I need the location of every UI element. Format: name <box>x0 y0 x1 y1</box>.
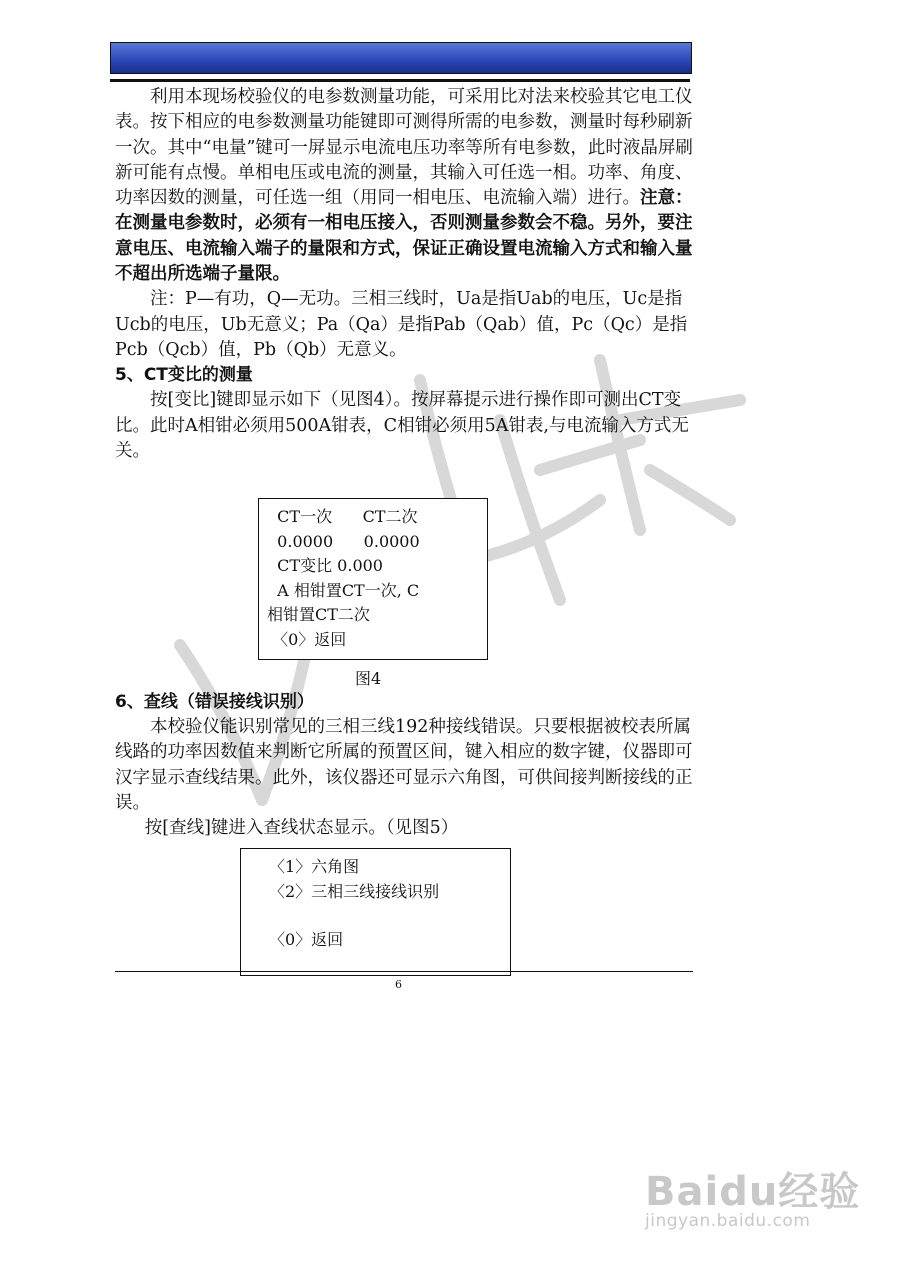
baidu-url: jingyan.baidu.com <box>645 1211 811 1231</box>
baidu-watermark <box>645 1160 860 1231</box>
section-5-heading: 5、CT变比的测量 <box>115 365 253 386</box>
section-6-heading: 6、查线（错误接线识别） <box>115 692 314 712</box>
figure-4-caption: 图4 <box>355 669 382 688</box>
fig4-line: 相钳置CT二次 <box>267 605 370 624</box>
page-number: 6 <box>395 978 402 991</box>
fig5-line: 〈1〉六角图 <box>269 857 360 876</box>
footer-rule <box>115 971 693 972</box>
baidu-logo: Baidu经验 <box>645 1169 861 1215</box>
section-5-paragraph: 按[变比]键即显示如下（见图4）。按屏幕提示进行操作即可测出CT变比。此时A相钳必须用500A钳表，C相钳必须用5A钳表,与电流输入方式无关。 <box>115 390 689 461</box>
section-6 <box>115 690 697 841</box>
document-body <box>115 85 697 464</box>
fig4-line: CT变比 0.000 <box>267 556 383 575</box>
figure-5-screen <box>240 848 511 976</box>
figure-4-screen <box>258 498 488 660</box>
fig5-line: 〈2〉三相三线接线识别 <box>269 881 440 901</box>
warning-text: 注意：在测量电参数时，必须有一相电压接入，否则测量参数会不稳。另外，要注意电压、电流输入端子的量限和方式，保证正确设置电流输入方式和输入量不超出所选端子量限。 <box>115 188 693 285</box>
fig4-line: 〈0〉返回 <box>267 629 347 649</box>
fig4-line: 0.0000 0.0000 <box>267 531 420 551</box>
fig5-line: 〈0〉返回 <box>269 930 344 949</box>
fig4-line: CT一次 CT二次 <box>267 507 418 526</box>
fig4-line: A 相钳置CT一次, C <box>267 580 420 600</box>
section-6-instruction: 按[查线]键进入查线状态显示。（见图5） <box>144 818 459 839</box>
note-paragraph: 注：P—有功，Q—无功。三相三线时，Ua是指Uab的电压，Uc是指Ucb的电压，Ub无意义；Pa（Qa）是指Pab（Qab）值，Pc（Qc）是指Pcb（Qcb）值，Pb（Qb）无意义。 <box>115 289 688 360</box>
intro-paragraph: 利用本现场校验仪的电参数测量功能，可采用比对法来校验其它电工仪表。按下相应的电参数测量功能键即可测得所需的电参数，测量时每秒刷新一次。其中“电量”键可一屏显示电流电压功率等所有电参数，此时液晶屏刷新可能有点慢。单相电压或电流的测量，其输入可任选一相。功率、角度、功率因数的测量，可任选一组（用同一相电压、电流输入端）进行。注意：在测量电参数时，必须有一相电压接入，否则测量参数会不稳。另外，要注意电压、电流输入端子的量限和方式，保证正确设置电流输入方式和输入量不超出所选端子量限。 <box>115 87 693 285</box>
section-6-paragraph: 本校验仪能识别常见的三相三线192种接线错误。只要根据被校表所属线路的功率因数值来判断它所属的预置区间，键入相应的数字键，仪器即可汉字显示查线结果。此外，该仪器还可显示六角图，可供间接判断接线的正误。 <box>115 717 693 813</box>
